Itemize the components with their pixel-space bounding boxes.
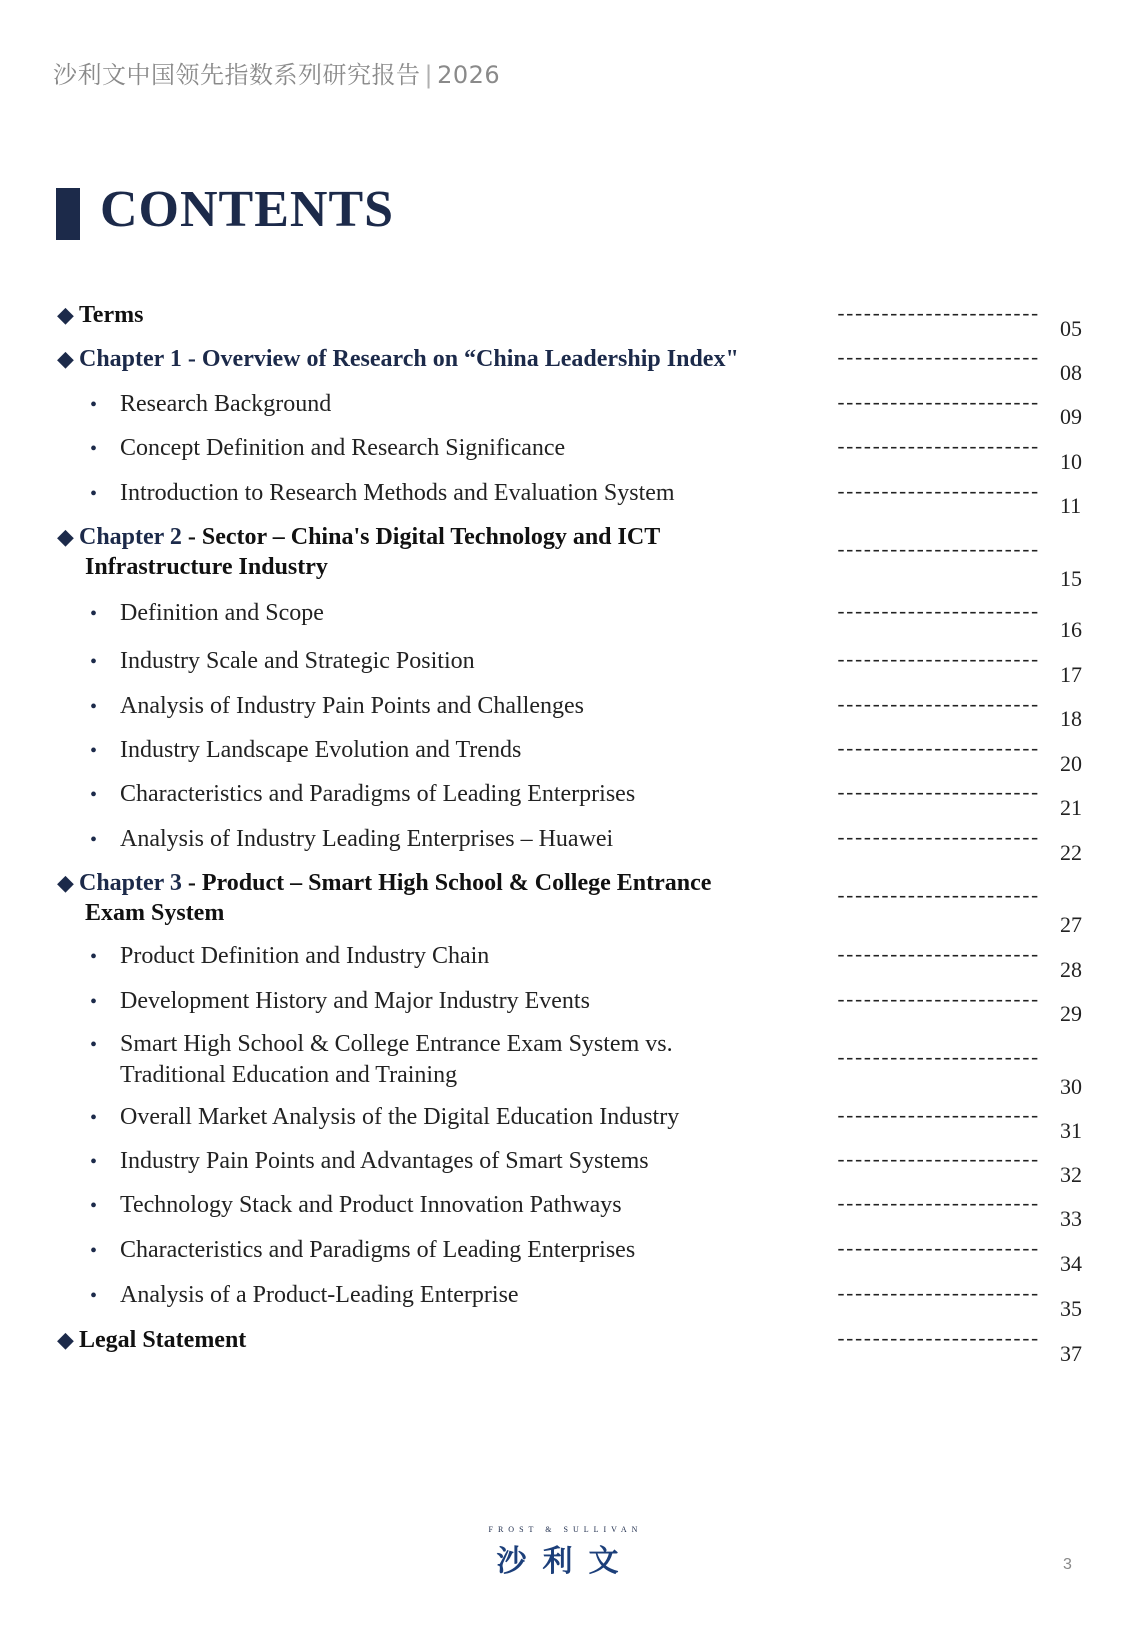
bullet-icon: • [90, 740, 98, 762]
toc-subitem-label: Product Definition and Industry Chain [120, 943, 490, 969]
logo-english-text: FROST & SULLIVAN [488, 1525, 643, 1534]
chapter-dash: - [181, 870, 202, 896]
toc-leader-dots: ----------------------- [835, 828, 1038, 851]
toc-subitem[interactable] [90, 779, 635, 810]
bullet-icon: • [90, 1195, 98, 1217]
toc-page-number: 17 [1060, 662, 1082, 687]
toc-leader-dots: ----------------------- [835, 1284, 1038, 1307]
toc-subitem[interactable] [90, 1280, 519, 1311]
toc-leader-dots: ----------------------- [835, 348, 1038, 371]
toc-subitem-label: Characteristics and Paradigms of Leading Enterprises [120, 1237, 636, 1263]
toc-subitem-label: Characteristics and Paradigms of Leading Enterprises [120, 781, 636, 807]
toc-subitem-label: Analysis of Industry Pain Points and Challenges [120, 693, 584, 719]
toc-legal-statement[interactable] [57, 1325, 246, 1355]
diamond-icon: ◆ [57, 524, 74, 549]
bullet-icon: • [90, 1151, 98, 1173]
toc-page-number: 22 [1060, 840, 1082, 865]
toc-subitem[interactable] [90, 646, 475, 677]
chapter-number: Chapter 3 [79, 870, 182, 896]
toc-page-number: 34 [1060, 1251, 1082, 1276]
toc-page-number: 18 [1060, 706, 1082, 731]
toc-page-number: 31 [1060, 1118, 1082, 1143]
chapter-title-line1: Sector – China's Digital Technology and ICT [201, 524, 661, 550]
toc-leader-dots: ----------------------- [835, 695, 1038, 718]
frost-sullivan-logo [488, 1525, 643, 1579]
toc-leader-dots: ----------------------- [835, 886, 1038, 909]
toc-leader-dots: ----------------------- [835, 1239, 1038, 1262]
bullet-icon: • [90, 483, 98, 505]
toc-terms-label: Terms [79, 302, 144, 328]
bullet-icon: • [90, 991, 98, 1013]
toc-subitem[interactable] [90, 598, 324, 629]
toc-leader-dots: ----------------------- [835, 602, 1038, 625]
toc-subitem-label: Industry Scale and Strategic Position [120, 648, 475, 674]
toc-page-number: 10 [1060, 449, 1082, 474]
bullet-icon: • [90, 438, 98, 460]
toc-leader-dots: ----------------------- [835, 437, 1038, 460]
toc-page-number: 16 [1060, 617, 1082, 642]
toc-page-number: 29 [1060, 1001, 1082, 1026]
toc-terms[interactable] [57, 300, 143, 330]
chapter-dash: - [181, 346, 202, 372]
diamond-icon: ◆ [57, 870, 74, 895]
toc-page-number: 08 [1060, 360, 1082, 385]
toc-subitem-label: Development History and Major Industry Events [120, 988, 590, 1014]
toc-subitem[interactable] [90, 1146, 649, 1177]
toc-leader-dots: ----------------------- [835, 482, 1038, 505]
toc-subitem[interactable] [90, 1029, 673, 1090]
toc-chapter-1[interactable] [57, 344, 739, 374]
chapter-dash: - [181, 524, 202, 550]
toc-legal-label: Legal Statement [79, 1327, 247, 1353]
bullet-icon: • [90, 603, 98, 625]
toc-subitem-label-line1: Smart High School & College Entrance Exam System vs. [120, 1031, 673, 1057]
toc-subitem[interactable] [90, 389, 331, 420]
report-year: 2026 [437, 61, 501, 89]
header-separator: | [424, 61, 434, 89]
bullet-icon: • [90, 696, 98, 718]
toc-subitem-label-line2: Traditional Education and Training [120, 1062, 458, 1088]
toc-subitem-label: Industry Pain Points and Advantages of Smart Systems [120, 1148, 649, 1174]
toc-page-number: 05 [1060, 316, 1082, 341]
toc-leader-dots: ----------------------- [835, 540, 1038, 563]
toc-chapter-2[interactable] [57, 522, 660, 582]
toc-subitem[interactable] [90, 433, 565, 464]
diamond-icon: ◆ [57, 302, 74, 327]
toc-subitem-label: Research Background [120, 391, 332, 417]
toc-page-number: 35 [1060, 1296, 1082, 1321]
bullet-icon: • [90, 1107, 98, 1129]
toc-subitem-label: Technology Stack and Product Innovation Pathways [120, 1192, 622, 1218]
page-number: 3 [1063, 1556, 1072, 1573]
bullet-icon: • [90, 394, 98, 416]
toc-subitem-label: Introduction to Research Methods and Evaluation System [120, 480, 675, 506]
toc-leader-dots: ----------------------- [835, 739, 1038, 762]
chapter-title: Overview of Research on “China Leadership Index" [201, 346, 739, 372]
toc-subitem[interactable] [90, 735, 521, 766]
toc-page-number: 30 [1060, 1074, 1082, 1099]
toc-leader-dots: ----------------------- [835, 650, 1038, 673]
toc-leader-dots: ----------------------- [835, 1106, 1038, 1129]
toc-subitem-label: Definition and Scope [120, 600, 324, 626]
toc-leader-dots: ----------------------- [835, 990, 1038, 1013]
logo-chinese-text: 沙利文 [496, 1544, 635, 1579]
toc-page-number: 33 [1060, 1206, 1082, 1231]
bullet-icon: • [90, 946, 98, 968]
bullet-icon: • [90, 651, 98, 673]
toc-subitem[interactable] [90, 1235, 635, 1266]
bullet-icon: • [90, 1034, 98, 1056]
toc-leader-dots: ----------------------- [835, 945, 1038, 968]
toc-leader-dots: ----------------------- [835, 1329, 1038, 1352]
toc-subitem[interactable] [90, 1102, 679, 1133]
chapter-title-line2: Exam System [85, 900, 225, 926]
toc-leader-dots: ----------------------- [835, 393, 1038, 416]
toc-page-number: 21 [1060, 795, 1082, 820]
toc-subitem-label: Analysis of Industry Leading Enterprises – Huawei [120, 826, 614, 852]
diamond-icon: ◆ [57, 346, 74, 371]
diamond-icon: ◆ [57, 1327, 74, 1352]
toc-page-number: 09 [1060, 404, 1082, 429]
toc-page-number: 37 [1060, 1341, 1082, 1366]
toc-subitem[interactable] [90, 1190, 622, 1221]
toc-page-number: 27 [1060, 912, 1082, 937]
toc-subitem-label: Analysis of a Product-Leading Enterprise [120, 1282, 519, 1308]
toc-leader-dots: ----------------------- [835, 1194, 1038, 1217]
bullet-icon: • [90, 1285, 98, 1307]
toc-subitem-label: Industry Landscape Evolution and Trends [120, 737, 522, 763]
chapter-title-line1: Product – Smart High School & College Entrance [201, 870, 712, 896]
toc-leader-dots: ----------------------- [835, 1048, 1038, 1071]
toc-subitem[interactable] [90, 691, 584, 722]
chapter-number: Chapter 2 [79, 524, 182, 550]
toc-subitem[interactable] [90, 941, 489, 972]
toc-page-number: 20 [1060, 751, 1082, 776]
toc-page-number: 15 [1060, 566, 1082, 591]
bullet-icon: • [90, 784, 98, 806]
bullet-icon: • [90, 1240, 98, 1262]
chapter-title-line2: Infrastructure Industry [85, 554, 328, 580]
bullet-icon: • [90, 829, 98, 851]
toc-subitem[interactable] [90, 478, 675, 509]
report-series-title: 沙利文中国领先指数系列研究报告 [53, 61, 421, 89]
toc-subitem[interactable] [90, 824, 613, 855]
contents-heading: CONTENTS [100, 181, 395, 238]
toc-page-number: 28 [1060, 957, 1082, 982]
toc-page-number: 32 [1060, 1162, 1082, 1187]
toc-page-number: 11 [1060, 493, 1082, 518]
toc-subitem-label: Concept Definition and Research Significance [120, 435, 566, 461]
toc-chapter-3[interactable] [57, 868, 711, 928]
toc-subitem-label: Overall Market Analysis of the Digital Education Industry [120, 1104, 680, 1130]
toc-leader-dots: ----------------------- [835, 1150, 1038, 1173]
toc-subitem[interactable] [90, 986, 590, 1017]
toc-leader-dots: ----------------------- [835, 304, 1038, 327]
toc-leader-dots: ----------------------- [835, 783, 1038, 806]
chapter-number: Chapter 1 [79, 346, 182, 372]
